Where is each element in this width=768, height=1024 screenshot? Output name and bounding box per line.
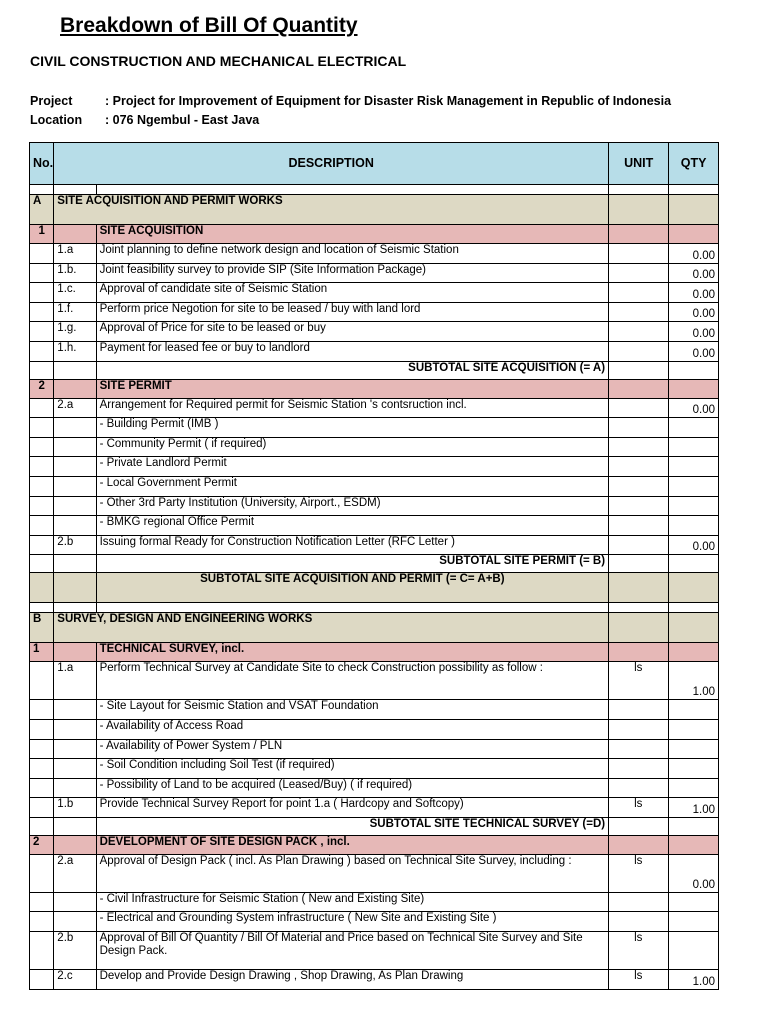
section-no: A [30,195,54,225]
item-row [30,322,719,342]
cell-no [30,457,54,477]
item-qty [669,932,719,970]
item-description: - BMKG regional Office Permit [96,516,609,536]
item-row [30,516,719,536]
location-value: : 076 Ngembul - East Java [105,113,260,127]
subtotal-row [30,817,719,835]
item-row [30,535,719,555]
cell-no [30,263,54,283]
item-number: 1.h. [54,341,96,361]
cell-qty [669,613,719,643]
group-title: TECHNICAL SURVEY, incl. [96,643,609,662]
section-title: SITE ACQUISITION AND PERMIT WORKS [54,195,609,225]
item-qty [669,496,719,516]
item-unit [609,739,669,759]
section-title: SURVEY, DESIGN AND ENGINEERING WORKS [54,613,609,643]
item-row [30,283,719,303]
cell-unit [609,573,669,603]
item-qty [669,759,719,779]
item-row [30,418,719,438]
item-description: - Electrical and Grounding System infrastructure ( New Site and Existing Site ) [96,912,609,932]
cell-unit [609,361,669,379]
item-qty [669,437,719,457]
item-number: 1.c. [54,283,96,303]
item-description: - Community Permit ( if required) [96,437,609,457]
cell-no [30,970,54,990]
item-number [54,457,96,477]
item-number [54,516,96,536]
item-row [30,700,719,720]
item-row [30,244,719,264]
item-number: 1.g. [54,322,96,342]
item-row [30,912,719,932]
item-number: 2.a [54,854,96,892]
cell-unit [609,225,669,244]
cell-no [30,418,54,438]
item-qty: 0.00 [669,341,719,361]
item-unit [609,892,669,912]
group-title: DEVELOPMENT OF SITE DESIGN PACK , incl. [96,835,609,854]
cell-no [30,496,54,516]
item-qty: 0.00 [669,283,719,303]
item-number [54,892,96,912]
item-unit [609,476,669,496]
item-unit: ls [609,854,669,892]
item-description: - Availability of Power System / PLN [96,739,609,759]
item-unit [609,302,669,322]
cell-no [30,516,54,536]
item-qty: 0.00 [669,302,719,322]
item-description: Approval of Price for site to be leased or buy [96,322,609,342]
item-qty [669,457,719,477]
section-row [30,195,719,225]
item-qty: 0.00 [669,535,719,555]
cell-unit [609,817,669,835]
cell-qty [669,225,719,244]
boq-table [29,142,719,990]
item-description: - Other 3rd Party Institution (University, Airport., ESDM) [96,496,609,516]
item-qty: 0.00 [669,263,719,283]
item-qty: 0.00 [669,398,719,418]
cell-no [30,603,54,613]
item-unit [609,496,669,516]
item-number: 2.c [54,970,96,990]
item-row [30,970,719,990]
group-row [30,643,719,662]
cell-no [30,778,54,798]
cell-qty [669,555,719,573]
item-number [54,778,96,798]
item-row [30,892,719,912]
cell-no [30,302,54,322]
item-description: Develop and Provide Design Drawing , Shop Drawing, As Plan Drawing [96,970,609,990]
subtotal-label: SUBTOTAL SITE TECHNICAL SURVEY (=D) [96,817,609,835]
item-row [30,341,719,361]
cell-no [30,854,54,892]
cell-no [30,555,54,573]
item-row [30,798,719,818]
item-qty: 1.00 [669,970,719,990]
subtotal-row [30,555,719,573]
cell-qty [669,379,719,398]
project-label: Project [30,94,73,108]
col-header-no: No. [30,143,54,185]
item-number [54,476,96,496]
cell-qty [669,195,719,225]
cell-sub [54,603,96,613]
item-row [30,854,719,892]
cell-sub [54,185,96,195]
item-description: Provide Technical Survey Report for point 1.a ( Hardcopy and Softcopy) [96,798,609,818]
item-number: 1.a [54,662,96,700]
cell-no [30,817,54,835]
item-description: Approval of Design Pack ( incl. As Plan Drawing ) based on Technical Site Survey, including : [96,854,609,892]
cell-unit [609,613,669,643]
cell-unit [609,185,669,195]
item-number [54,700,96,720]
cell-unit [609,643,669,662]
document-title: Breakdown of Bill Of Quantity [60,14,358,37]
item-row [30,759,719,779]
group-row [30,835,719,854]
cell-no [30,398,54,418]
cell-qty [669,643,719,662]
table-header-row [30,143,719,185]
item-qty [669,719,719,739]
section-no: B [30,613,54,643]
cell-no [30,662,54,700]
cell-sub [54,379,96,398]
item-unit [609,759,669,779]
cell-sub [54,555,96,573]
subtotal-row [30,361,719,379]
item-row [30,476,719,496]
item-number [54,719,96,739]
item-row [30,932,719,970]
item-qty [669,516,719,536]
item-description: Arrangement for Required permit for Seismic Station 's contsruction incl. [96,398,609,418]
item-description: - Availability of Access Road [96,719,609,739]
cell-no [30,476,54,496]
item-qty: 1.00 [669,662,719,700]
subtotal-label: SUBTOTAL SITE PERMIT (= B) [96,555,609,573]
item-unit [609,263,669,283]
item-row [30,302,719,322]
cell-unit [609,835,669,854]
item-description: - Site Layout for Seismic Station and VSAT Foundation [96,700,609,720]
cell-unit [609,603,669,613]
item-number [54,418,96,438]
item-unit [609,457,669,477]
item-unit [609,437,669,457]
item-description: - Possibility of Land to be acquired (Leased/Buy) ( if required) [96,778,609,798]
cell-qty [669,817,719,835]
item-unit [609,398,669,418]
group-no: 2 [30,379,54,398]
item-unit [609,341,669,361]
item-qty [669,418,719,438]
col-header-unit: UNIT [609,143,669,185]
item-description: - Building Permit (IMB ) [96,418,609,438]
item-qty: 1.00 [669,798,719,818]
item-unit: ls [609,662,669,700]
cell-qty [669,603,719,613]
item-description: - Local Government Permit [96,476,609,496]
boq-body [30,185,719,990]
subtotal-label: SUBTOTAL SITE ACQUISITION (= A) [96,361,609,379]
group-row [30,225,719,244]
group-title: SITE PERMIT [96,379,609,398]
item-description: Issuing formal Ready for Construction Notification Letter (RFC Letter ) [96,535,609,555]
cell-desc [96,185,609,195]
item-description: - Private Landlord Permit [96,457,609,477]
cell-no [30,739,54,759]
item-number: 1.b. [54,263,96,283]
item-number: 2.a [54,398,96,418]
cell-qty [669,573,719,603]
cell-unit [609,379,669,398]
item-row [30,739,719,759]
cell-no [30,719,54,739]
item-description: Approval of candidate site of Seismic Station [96,283,609,303]
item-unit: ls [609,932,669,970]
item-number: 2.b [54,535,96,555]
cell-qty [669,835,719,854]
cell-no [30,573,54,603]
item-qty: 0.00 [669,244,719,264]
cell-unit [609,555,669,573]
grand-subtotal-label: SUBTOTAL SITE ACQUISITION AND PERMIT (= C= A+B) [96,573,609,603]
cell-sub [54,225,96,244]
item-qty: 0.00 [669,854,719,892]
item-unit [609,322,669,342]
cell-no [30,535,54,555]
item-number [54,759,96,779]
item-description: Perform price Negotion for site to be leased / buy with land lord [96,302,609,322]
item-description: Joint feasibility survey to provide SIP (Site Information Package) [96,263,609,283]
item-number: 1.a [54,244,96,264]
cell-sub [54,643,96,662]
item-description: - Civil Infrastructure for Seismic Station ( New and Existing Site) [96,892,609,912]
cell-no [30,283,54,303]
group-no: 1 [30,225,54,244]
item-description: Approval of Bill Of Quantity / Bill Of Material and Price based on Technical Site Survey and Site Design Pack. [96,932,609,970]
item-row [30,398,719,418]
project-line [30,94,671,108]
item-row [30,437,719,457]
cell-unit [609,195,669,225]
item-unit [609,516,669,536]
item-number [54,437,96,457]
item-qty [669,912,719,932]
item-qty [669,700,719,720]
item-description: Joint planning to define network design and location of Seismic Station [96,244,609,264]
group-row [30,379,719,398]
location-label: Location [30,113,83,127]
item-unit [609,719,669,739]
cell-no [30,361,54,379]
item-unit [609,700,669,720]
cell-no [30,912,54,932]
cell-sub [54,361,96,379]
item-number: 1.b [54,798,96,818]
item-number: 2.b [54,932,96,970]
item-qty: 0.00 [669,322,719,342]
cell-no [30,700,54,720]
item-unit: ls [609,798,669,818]
cell-no [30,932,54,970]
item-unit [609,244,669,264]
group-title: SITE ACQUISITION [96,225,609,244]
item-number [54,739,96,759]
item-qty [669,739,719,759]
group-no: 1 [30,643,54,662]
cell-sub [54,817,96,835]
cell-desc [96,603,609,613]
document-subtitle: CIVIL CONSTRUCTION AND MECHANICAL ELECTRICAL [30,53,407,69]
item-unit [609,418,669,438]
cell-sub [54,573,96,603]
item-unit [609,912,669,932]
blank-row [30,603,719,613]
item-number: 1.f. [54,302,96,322]
cell-no [30,244,54,264]
item-row [30,662,719,700]
group-no: 2 [30,835,54,854]
location-line [30,113,259,127]
item-row [30,496,719,516]
col-header-description: DESCRIPTION [54,143,609,185]
col-header-qty: QTY [669,143,719,185]
item-number [54,912,96,932]
cell-qty [669,361,719,379]
item-unit [609,535,669,555]
item-row [30,778,719,798]
cell-no [30,185,54,195]
cell-no [30,322,54,342]
cell-sub [54,835,96,854]
item-qty [669,476,719,496]
item-unit: ls [609,970,669,990]
item-description: - Soil Condition including Soil Test (if required) [96,759,609,779]
cell-qty [669,185,719,195]
blank-row [30,185,719,195]
cell-no [30,798,54,818]
item-number [54,496,96,516]
item-description: Perform Technical Survey at Candidate Site to check Construction possibility as follow : [96,662,609,700]
cell-no [30,892,54,912]
item-unit [609,778,669,798]
item-row [30,263,719,283]
item-unit [609,283,669,303]
item-qty [669,892,719,912]
grand-subtotal-row [30,573,719,603]
item-row [30,457,719,477]
cell-no [30,341,54,361]
item-row [30,719,719,739]
cell-no [30,759,54,779]
item-description: Payment for leased fee or buy to landlord [96,341,609,361]
section-row [30,613,719,643]
cell-no [30,437,54,457]
item-qty [669,778,719,798]
project-value: : Project for Improvement of Equipment for Disaster Risk Management in Republic of Indonesia [105,94,672,108]
